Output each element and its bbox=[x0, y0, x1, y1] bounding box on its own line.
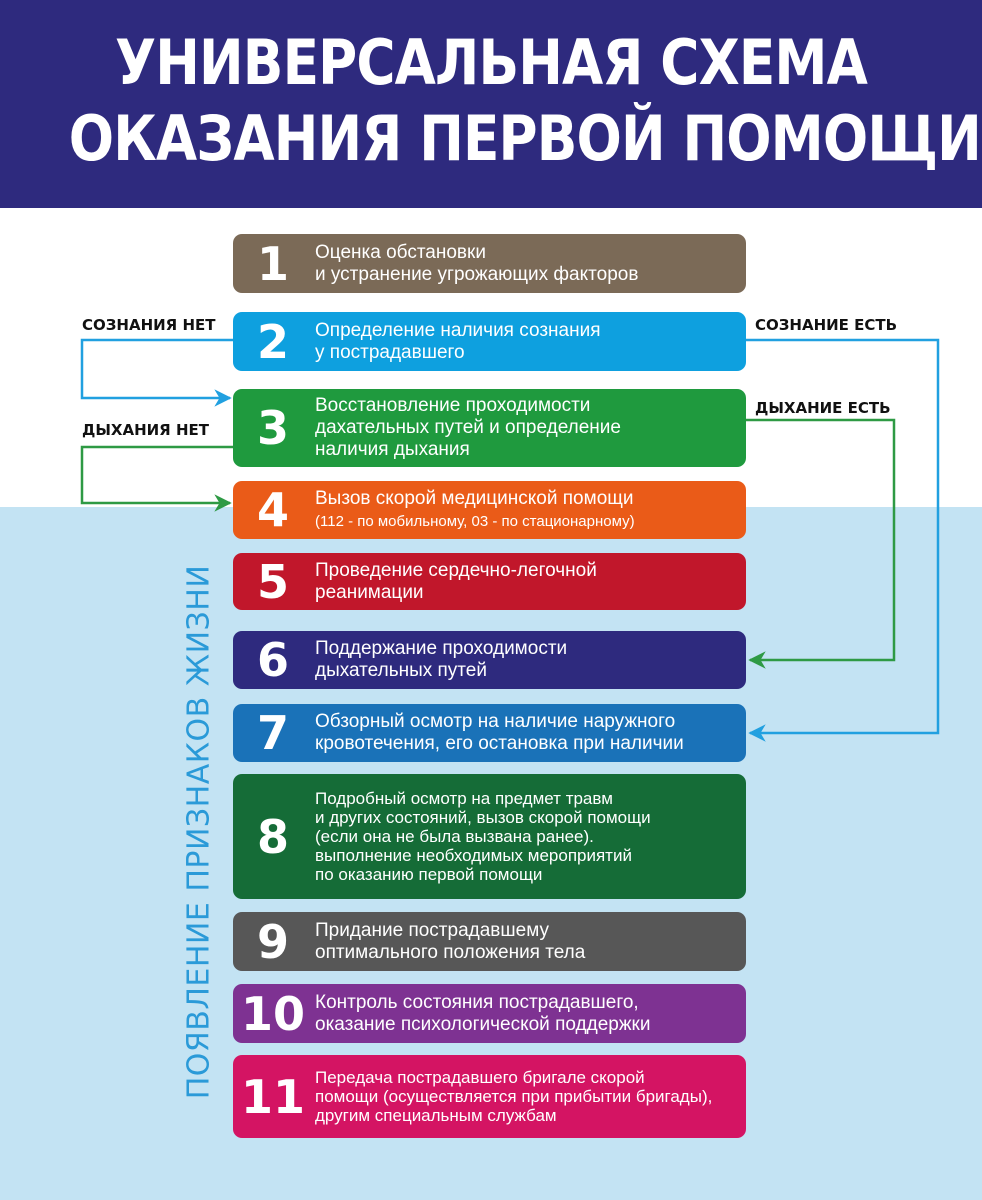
step-number: 4 bbox=[256, 483, 289, 537]
step-text-main: Контроль состояния пострадавшего, оказание психологической поддержки bbox=[315, 991, 651, 1035]
has-breathing-label: ДЫХАНИЕ ЕСТЬ bbox=[755, 399, 891, 417]
step-number: 7 bbox=[256, 706, 289, 760]
step-number: 2 bbox=[256, 314, 289, 369]
step-subtext: (112 - по мобильному, 03 - по стационарному) bbox=[315, 512, 635, 530]
step-text-main: Проведение сердечно-легочной реанимации bbox=[315, 559, 597, 603]
title-line-1: УНИВЕРСАЛЬНАЯ СХЕМА bbox=[115, 26, 867, 99]
step-text-main: Вызов скорой медицинской помощи bbox=[315, 487, 634, 509]
title-line-2: ОКАЗАНИЯ ПЕРВОЙ ПОМОЩИ bbox=[68, 102, 981, 175]
has-consciousness-label: СОЗНАНИЕ ЕСТЬ bbox=[755, 316, 898, 334]
arrow-no-breathing bbox=[82, 447, 233, 503]
step-number: 10 bbox=[240, 986, 305, 1041]
step-text-main: Поддержание проходимости дыхательных путей bbox=[315, 638, 568, 681]
signs-of-life-label: ПОЯВЛЕНИЕ ПРИЗНАКОВ ЖИЗНИ bbox=[181, 564, 217, 1100]
step-number: 9 bbox=[256, 914, 289, 969]
no-breathing-label: ДЫХАНИЯ НЕТ bbox=[82, 421, 209, 439]
step-text-main: Обзорный осмотр на наличие наружного кровотечения, его остановка при наличии bbox=[315, 711, 684, 754]
step-text-main: Восстановление проходимости дахательных путей и определение наличия дыхания bbox=[315, 395, 621, 460]
step-text-main: Подробный осмотр на предмет травм и других состояний, вызов скорой помощи (если она не была вызвана ранее). выполнение необходимых мероприятий по оказанию первой помощи bbox=[315, 789, 651, 884]
arrow-no-consciousness bbox=[82, 340, 233, 398]
arrow-has-consciousness bbox=[746, 340, 938, 733]
step-text-main: Определение наличия сознания у пострадавшего bbox=[315, 319, 601, 363]
arrow-has-breathing bbox=[746, 420, 894, 660]
step-text-main: Оценка обстановки и устранение угрожающих факторов bbox=[315, 241, 639, 285]
no-consciousness-label: СОЗНАНИЯ НЕТ bbox=[82, 316, 216, 334]
step-text-main: Передача пострадавшего бригале скорой помощи (осуществляется при прибытии бригады), другим специальным службам bbox=[315, 1068, 713, 1125]
step-number: 6 bbox=[256, 633, 289, 687]
step-text-main: Придание пострадавшему оптимального положения тела bbox=[315, 919, 586, 963]
step-number: 1 bbox=[256, 236, 289, 291]
step-number: 5 bbox=[256, 554, 289, 609]
step-number: 11 bbox=[240, 1069, 305, 1124]
step-number: 8 bbox=[256, 809, 289, 864]
step-number: 3 bbox=[256, 401, 289, 455]
